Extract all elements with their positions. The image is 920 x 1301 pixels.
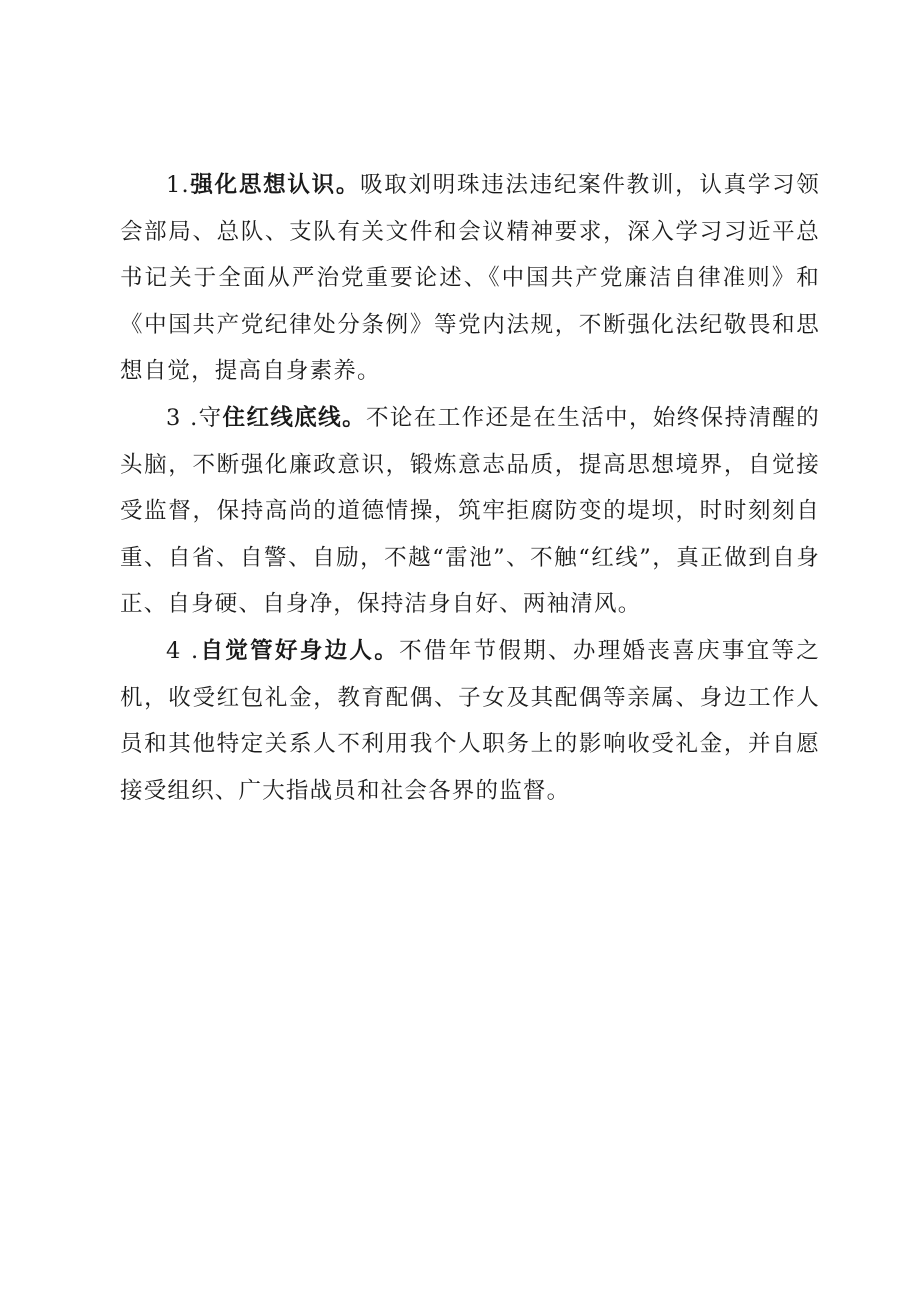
paragraph-1-heading: 强化思想认识。 (189, 172, 361, 198)
paragraph-3 (120, 395, 820, 628)
paragraph-1-number: 1. (166, 172, 190, 198)
paragraph-4 (120, 628, 820, 814)
paragraph-3-body: 不论在工作还是在生活中，始终保持清醒的头脑，不断强化廉政意识，锻炼意志品质，提高思想境界，自觉接受监督，保持高尚的道德情操，筑牢拒腐防变的堤坝，时时刻刻自重、自省、自警、自励，不越“雷池”、不触“红线”，真正做到自身正、自身硬、自身净，保持洁身自好、两袖清风。 (120, 404, 820, 618)
paragraph-3-heading: 住红线底线。 (222, 404, 366, 431)
paragraph-4-number: 4 . (166, 637, 200, 664)
document-page (120, 162, 820, 814)
paragraph-4-body: 不借年节假期、办理婚丧喜庆事宜等之机，收受红包礼金，教育配偶、子女及其配偶等亲属、身边工作人员和其他特定关系人不利用我个人职务上的影响收受礼金，并自愿接受组织、广大指战员和社会各界的监督。 (120, 637, 820, 804)
paragraph-3-number: 3 .守 (166, 404, 223, 431)
paragraph-1-body: 吸取刘明珠违法违纪案件教训，认真学习领会部局、总队、支队有关文件和会议精神要求，深入学习习近平总书记关于全面从严治党重要论述、《中国共产党廉洁自律准则》和《中国共产党纪律处分条例》等党内法规，不断强化法纪敬畏和思想自觉，提高自身素养。 (120, 172, 820, 385)
paragraph-1 (120, 162, 820, 395)
paragraph-4-heading: 自觉管好身边人。 (199, 637, 400, 664)
